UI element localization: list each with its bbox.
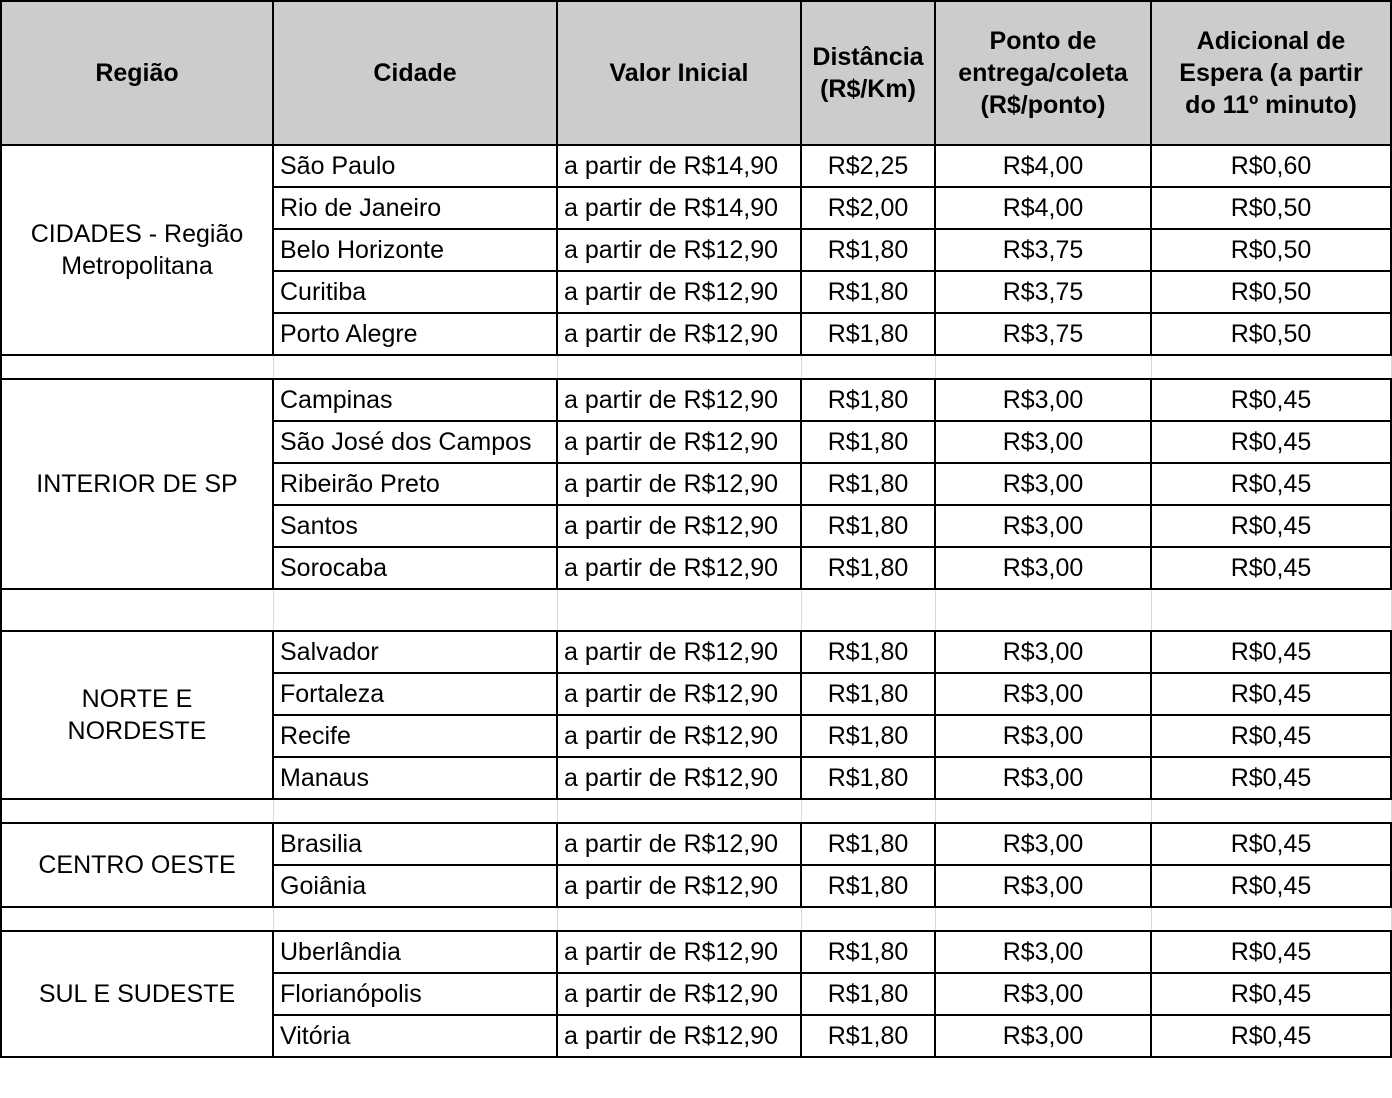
valor-inicial-cell[interactable]: a partir de R$12,90: [557, 1015, 801, 1057]
valor-inicial-cell[interactable]: a partir de R$14,90: [557, 187, 801, 229]
adicional-cell[interactable]: R$0,45: [1151, 379, 1391, 421]
adicional-cell[interactable]: R$0,45: [1151, 631, 1391, 673]
distancia-cell[interactable]: R$1,80: [801, 865, 935, 907]
adicional-cell[interactable]: R$0,45: [1151, 421, 1391, 463]
empty-cell[interactable]: [1, 589, 273, 631]
empty-cell[interactable]: [1151, 799, 1391, 823]
adicional-cell[interactable]: R$0,50: [1151, 229, 1391, 271]
spacer-row: [1, 907, 1391, 931]
ponto-cell[interactable]: R$3,00: [935, 973, 1151, 1015]
empty-cell[interactable]: [273, 907, 557, 931]
city-cell[interactable]: Rio de Janeiro: [273, 187, 557, 229]
adicional-cell[interactable]: R$0,45: [1151, 715, 1391, 757]
ponto-cell[interactable]: R$4,00: [935, 145, 1151, 187]
empty-cell[interactable]: [1151, 589, 1391, 631]
table-body: [1, 145, 1391, 1057]
adicional-cell[interactable]: R$0,50: [1151, 313, 1391, 355]
distancia-cell[interactable]: R$1,80: [801, 973, 935, 1015]
ponto-cell[interactable]: R$3,75: [935, 313, 1151, 355]
empty-cell[interactable]: [935, 907, 1151, 931]
region-label-line1: INTERIOR DE SP: [36, 470, 238, 498]
valor-inicial-cell[interactable]: a partir de R$12,90: [557, 973, 801, 1015]
header-cidade[interactable]: Cidade: [273, 1, 557, 145]
spacer-row: [1, 355, 1391, 379]
table-row: [1, 823, 1391, 865]
distancia-cell[interactable]: R$1,80: [801, 823, 935, 865]
header-row: [1, 1, 1391, 145]
header-ponto-line2: entrega/coleta: [958, 59, 1128, 87]
distancia-cell[interactable]: R$2,25: [801, 145, 935, 187]
valor-inicial-cell[interactable]: a partir de R$12,90: [557, 547, 801, 589]
valor-inicial-cell[interactable]: a partir de R$12,90: [557, 505, 801, 547]
empty-cell[interactable]: [1151, 907, 1391, 931]
empty-cell[interactable]: [273, 799, 557, 823]
ponto-cell[interactable]: R$3,00: [935, 673, 1151, 715]
region-label-line1: CIDADES - Região: [30, 220, 244, 248]
region-label-line1: CENTRO OESTE: [38, 851, 236, 879]
distancia-cell[interactable]: R$1,80: [801, 379, 935, 421]
distancia-cell[interactable]: R$1,80: [801, 631, 935, 673]
valor-inicial-cell[interactable]: a partir de R$12,90: [557, 463, 801, 505]
table-row: [1, 379, 1391, 421]
header-ponto[interactable]: [935, 1, 1151, 145]
city-cell[interactable]: Belo Horizonte: [273, 229, 557, 271]
region-label-line1: SUL E SUDESTE: [38, 980, 236, 1008]
city-cell[interactable]: Porto Alegre: [273, 313, 557, 355]
city-cell[interactable]: Manaus: [273, 757, 557, 799]
valor-inicial-cell[interactable]: a partir de R$12,90: [557, 379, 801, 421]
city-cell[interactable]: Brasilia: [273, 823, 557, 865]
city-cell[interactable]: Sorocaba: [273, 547, 557, 589]
city-cell[interactable]: Santos: [273, 505, 557, 547]
valor-inicial-cell[interactable]: a partir de R$12,90: [557, 931, 801, 973]
ponto-cell[interactable]: R$3,00: [935, 1015, 1151, 1057]
table-row: [1, 145, 1391, 187]
region-cell[interactable]: [1, 379, 273, 589]
spacer-row: [1, 589, 1391, 631]
city-cell[interactable]: São José dos Campos: [273, 421, 557, 463]
header-valor-inicial[interactable]: Valor Inicial: [557, 1, 801, 145]
spacer-row: [1, 799, 1391, 823]
region-cell[interactable]: [1, 823, 273, 907]
ponto-cell[interactable]: R$3,00: [935, 505, 1151, 547]
header-adicional[interactable]: [1151, 1, 1391, 145]
distancia-cell[interactable]: R$1,80: [801, 715, 935, 757]
ponto-cell[interactable]: R$3,00: [935, 379, 1151, 421]
distancia-cell[interactable]: R$1,80: [801, 271, 935, 313]
distancia-cell[interactable]: R$1,80: [801, 673, 935, 715]
adicional-cell[interactable]: R$0,60: [1151, 145, 1391, 187]
distancia-cell[interactable]: R$1,80: [801, 931, 935, 973]
distancia-cell[interactable]: R$1,80: [801, 463, 935, 505]
empty-cell[interactable]: [935, 355, 1151, 379]
city-cell[interactable]: São Paulo: [273, 145, 557, 187]
city-cell[interactable]: Goiânia: [273, 865, 557, 907]
valor-inicial-cell[interactable]: a partir de R$12,90: [557, 673, 801, 715]
ponto-cell[interactable]: R$3,00: [935, 463, 1151, 505]
adicional-cell[interactable]: R$0,45: [1151, 505, 1391, 547]
header-adicional-line3: do 11º minuto): [1185, 91, 1357, 119]
city-cell[interactable]: Salvador: [273, 631, 557, 673]
ponto-cell[interactable]: R$3,00: [935, 421, 1151, 463]
valor-inicial-cell[interactable]: a partir de R$14,90: [557, 145, 801, 187]
empty-cell[interactable]: [557, 907, 801, 931]
ponto-cell[interactable]: R$3,00: [935, 931, 1151, 973]
distancia-cell[interactable]: R$1,80: [801, 547, 935, 589]
distancia-cell[interactable]: R$1,80: [801, 313, 935, 355]
ponto-cell[interactable]: R$3,00: [935, 547, 1151, 589]
valor-inicial-cell[interactable]: a partir de R$12,90: [557, 757, 801, 799]
empty-cell[interactable]: [273, 589, 557, 631]
region-label-line2: Metropolitana: [61, 252, 213, 280]
ponto-cell[interactable]: R$3,00: [935, 631, 1151, 673]
empty-cell[interactable]: [273, 355, 557, 379]
header-adicional-line1: Adicional de: [1196, 27, 1346, 55]
empty-cell[interactable]: [1151, 355, 1391, 379]
table-row: [1, 931, 1391, 973]
city-cell[interactable]: Curitiba: [273, 271, 557, 313]
header-ponto-line3: (R$/ponto): [980, 91, 1106, 119]
adicional-cell[interactable]: R$0,45: [1151, 1015, 1391, 1057]
adicional-cell[interactable]: R$0,45: [1151, 757, 1391, 799]
ponto-cell[interactable]: R$3,00: [935, 823, 1151, 865]
adicional-cell[interactable]: R$0,50: [1151, 271, 1391, 313]
empty-cell[interactable]: [557, 799, 801, 823]
ponto-cell[interactable]: R$3,00: [935, 757, 1151, 799]
valor-inicial-cell[interactable]: a partir de R$12,90: [557, 865, 801, 907]
empty-cell[interactable]: [557, 355, 801, 379]
distancia-cell[interactable]: R$1,80: [801, 757, 935, 799]
adicional-cell[interactable]: R$0,45: [1151, 931, 1391, 973]
empty-cell[interactable]: [801, 589, 935, 631]
ponto-cell[interactable]: R$4,00: [935, 187, 1151, 229]
empty-cell[interactable]: [801, 799, 935, 823]
distancia-cell[interactable]: R$2,00: [801, 187, 935, 229]
region-label-line2: NORDESTE: [67, 717, 207, 745]
city-cell[interactable]: Recife: [273, 715, 557, 757]
valor-inicial-cell[interactable]: a partir de R$12,90: [557, 271, 801, 313]
adicional-cell[interactable]: R$0,45: [1151, 973, 1391, 1015]
adicional-cell[interactable]: R$0,45: [1151, 547, 1391, 589]
valor-inicial-cell[interactable]: a partir de R$12,90: [557, 631, 801, 673]
distancia-cell[interactable]: R$1,80: [801, 229, 935, 271]
valor-inicial-cell[interactable]: a partir de R$12,90: [557, 421, 801, 463]
header-regiao[interactable]: Região: [1, 1, 273, 145]
city-cell[interactable]: Florianópolis: [273, 973, 557, 1015]
city-cell[interactable]: Fortaleza: [273, 673, 557, 715]
distancia-cell[interactable]: R$1,80: [801, 505, 935, 547]
header-distancia-line1: Distância: [812, 43, 924, 71]
ponto-cell[interactable]: R$3,75: [935, 271, 1151, 313]
city-cell[interactable]: Campinas: [273, 379, 557, 421]
empty-cell[interactable]: [1, 907, 273, 931]
valor-inicial-cell[interactable]: a partir de R$12,90: [557, 313, 801, 355]
ponto-cell[interactable]: R$3,00: [935, 865, 1151, 907]
valor-inicial-cell[interactable]: a partir de R$12,90: [557, 823, 801, 865]
empty-cell[interactable]: [1, 799, 273, 823]
table-row: [1, 631, 1391, 673]
empty-cell[interactable]: [801, 907, 935, 931]
adicional-cell[interactable]: R$0,45: [1151, 865, 1391, 907]
region-cell[interactable]: [1, 631, 273, 799]
ponto-cell[interactable]: R$3,00: [935, 715, 1151, 757]
empty-cell[interactable]: [801, 355, 935, 379]
adicional-cell[interactable]: R$0,45: [1151, 463, 1391, 505]
distancia-cell[interactable]: R$1,80: [801, 1015, 935, 1057]
region-cell[interactable]: [1, 931, 273, 1057]
empty-cell[interactable]: [935, 589, 1151, 631]
header-adicional-line2: Espera (a partir: [1179, 59, 1363, 87]
valor-inicial-cell[interactable]: a partir de R$12,90: [557, 715, 801, 757]
distancia-cell[interactable]: R$1,80: [801, 421, 935, 463]
city-cell[interactable]: Ribeirão Preto: [273, 463, 557, 505]
adicional-cell[interactable]: R$0,50: [1151, 187, 1391, 229]
empty-cell[interactable]: [557, 589, 801, 631]
empty-cell[interactable]: [1, 355, 273, 379]
city-cell[interactable]: Vitória: [273, 1015, 557, 1057]
ponto-cell[interactable]: R$3,75: [935, 229, 1151, 271]
header-ponto-line1: Ponto de: [989, 27, 1097, 55]
valor-inicial-cell[interactable]: a partir de R$12,90: [557, 229, 801, 271]
header-distancia[interactable]: [801, 1, 935, 145]
region-cell[interactable]: [1, 145, 273, 355]
adicional-cell[interactable]: R$0,45: [1151, 673, 1391, 715]
header-distancia-line2: (R$/Km): [820, 75, 916, 103]
city-cell[interactable]: Uberlândia: [273, 931, 557, 973]
adicional-cell[interactable]: R$0,45: [1151, 823, 1391, 865]
region-label-line1: NORTE E: [81, 685, 193, 713]
empty-cell[interactable]: [935, 799, 1151, 823]
